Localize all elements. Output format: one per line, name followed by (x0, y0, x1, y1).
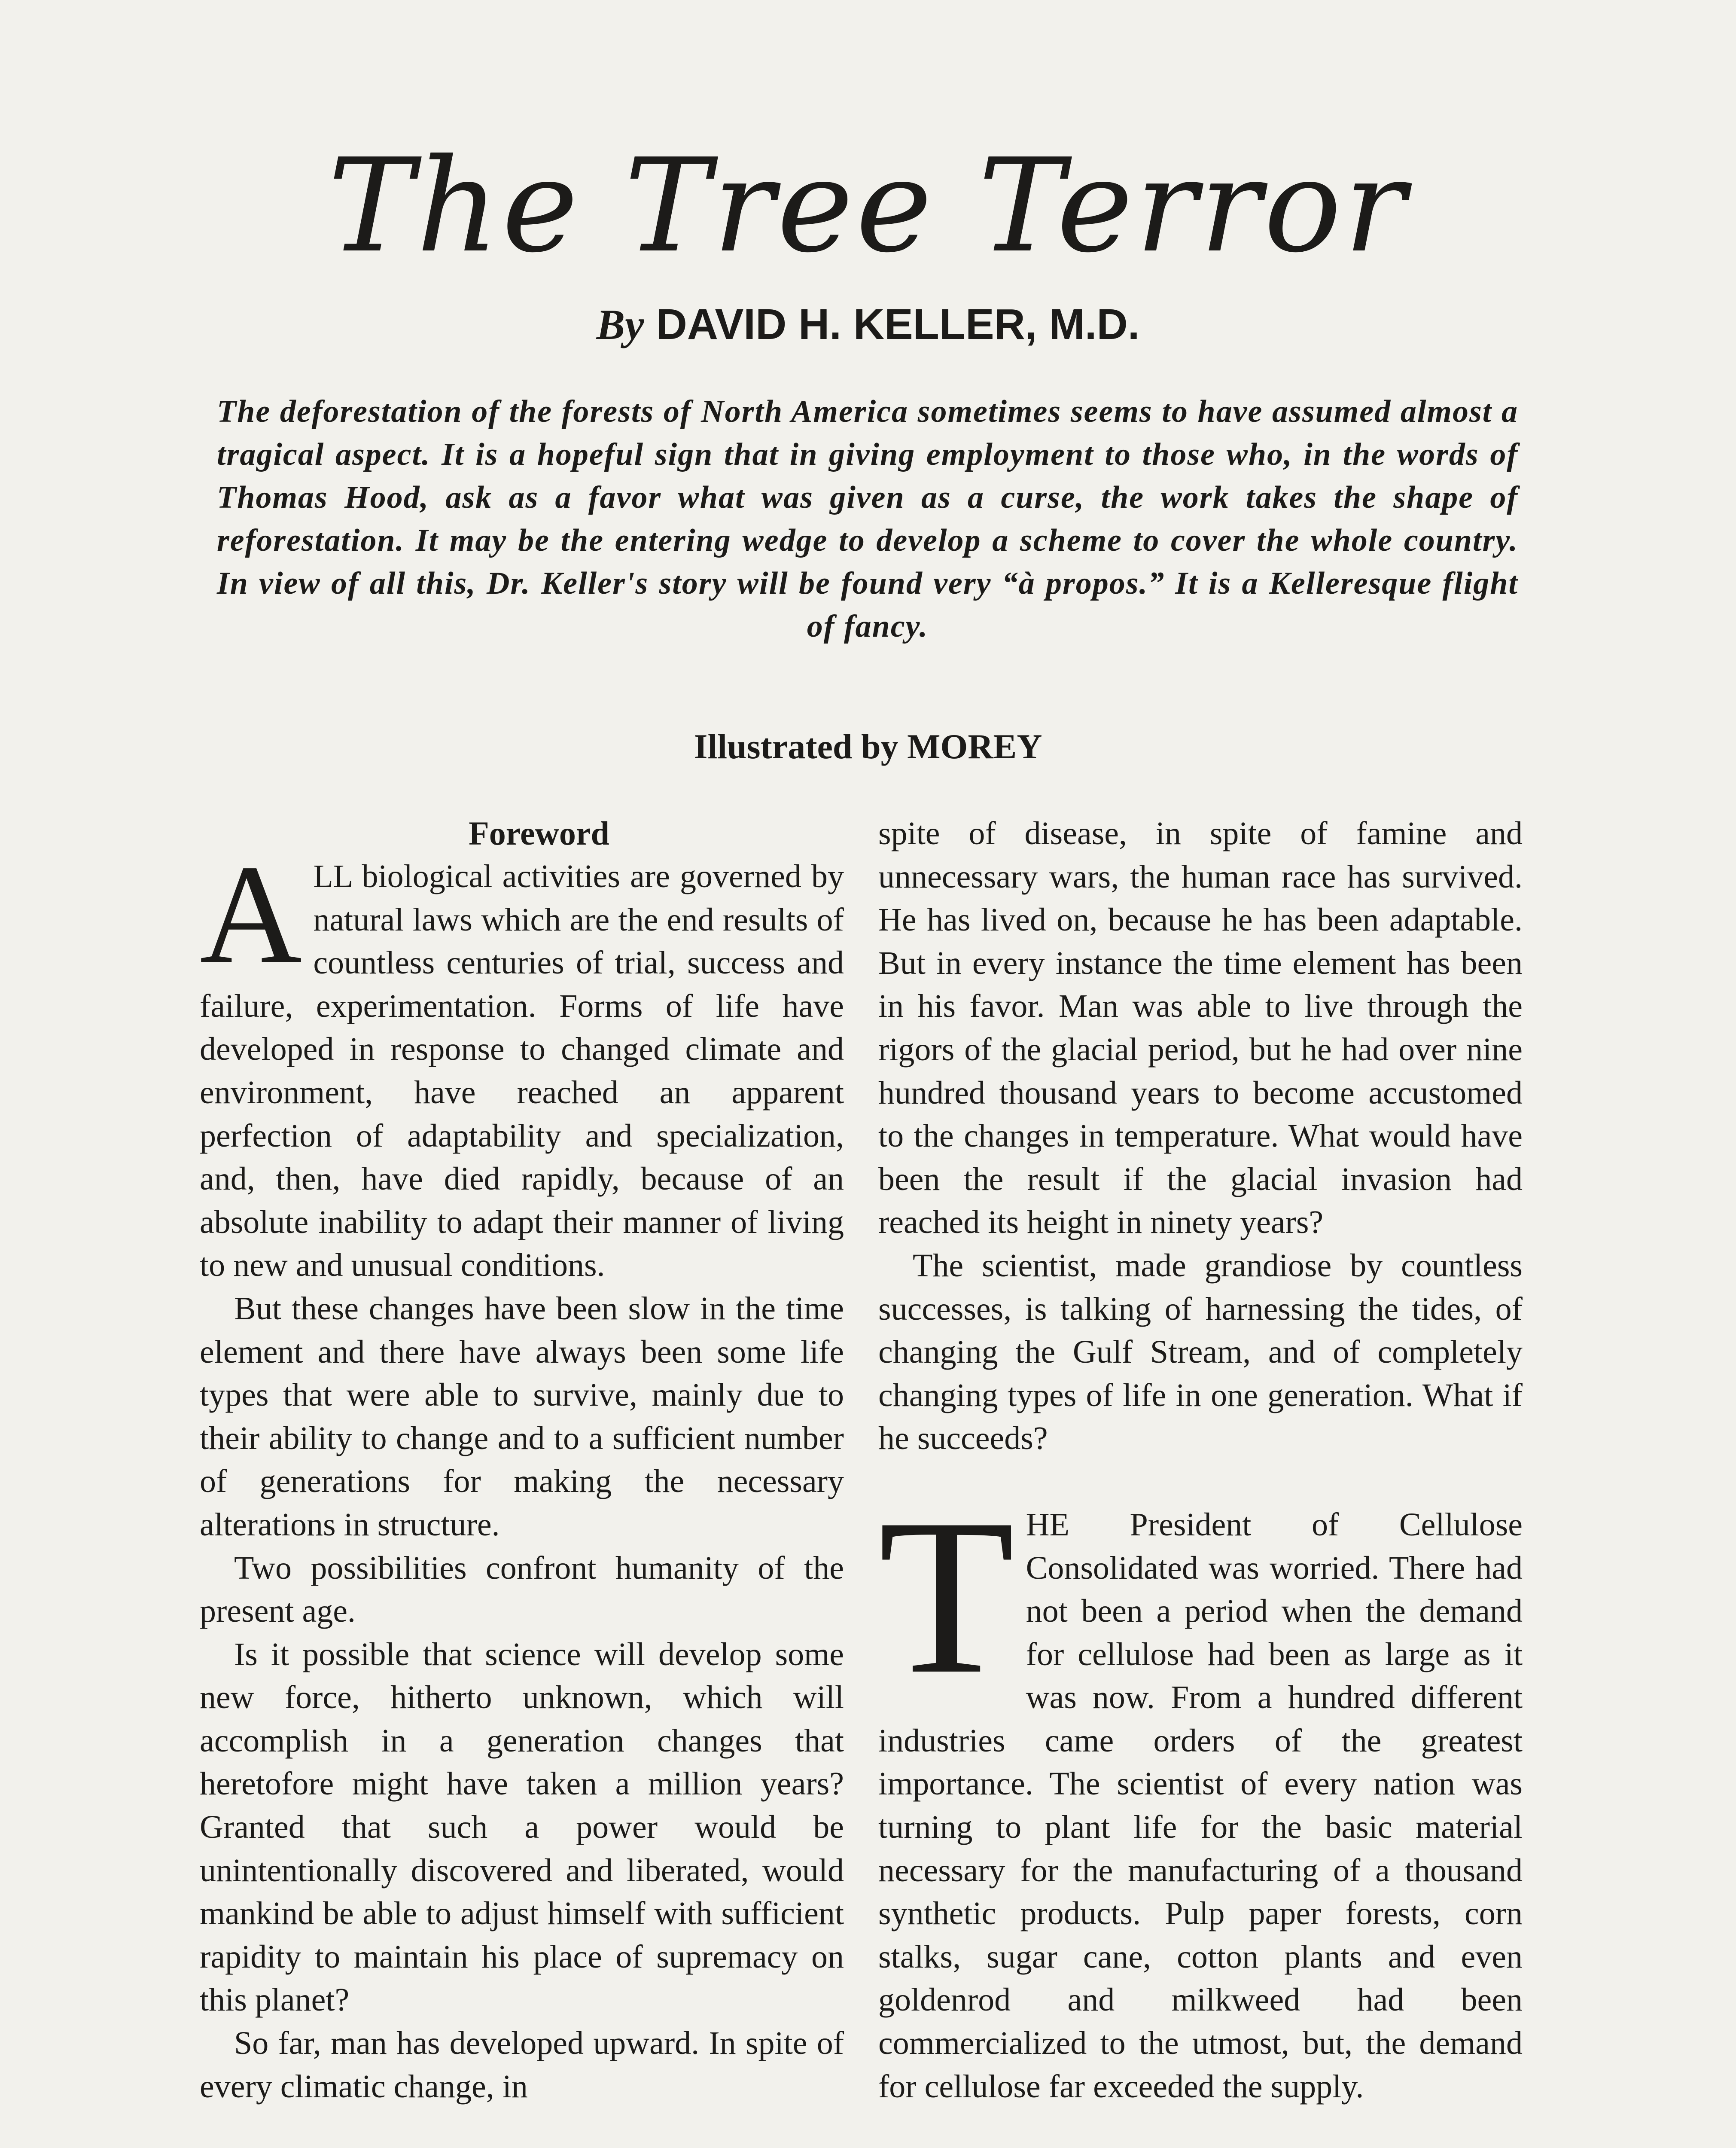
byline (0, 299, 1736, 351)
story-paragraph-1-text: HE President of Cellulose Consolidated was worried. There had not been a period when the demand for cellulose had been as large as it was now. From a hundred different industries came orders of the greatest importance. The scientist of every nation was turning to plant life for the basic material necessary for the manufacturing of a thousand synthetic products. Pulp paper forests, corn stalks, sugar cane, cotton plants and even goldenrod and milkweed had been commercialized to the utmost, but, the demand for cellulose far exceeded the supply. (878, 1506, 1523, 2105)
foreword-paragraph-6: spite of disease, in spite of famine and unnecessary wars, the human race has survived. He has lived on, because he has been adaptable. But in every instance the time element has been in his favor. Man was able to live through the rigors of the glacial period, but he had over nine hundred thousand years to become accustomed to the changes in temperature. What would have been the result if the glacial invasion had reached its height in ninety years? (878, 815, 1523, 1241)
right-column (878, 812, 1523, 2108)
foreword-heading: Foreword (469, 815, 609, 852)
byline-prefix: By (596, 301, 644, 348)
story-title: The Tree Terror (328, 131, 1408, 281)
foreword-paragraph-3: Two possibilities confront humanity of the present age. (200, 1550, 844, 1629)
byline-author: DAVID H. KELLER, M.D. (656, 300, 1140, 348)
left-column (200, 812, 844, 2108)
illustrator-credit: Illustrated by MOREY (694, 727, 1042, 766)
foreword-paragraph-4: Is it possible that science will develop some new force, hitherto unknown, which will accomplish in a generation changes that heretofore might have taken a million years? Granted that such a power would be unintentionally discovered and liberated, would mankind be able to adjust himself with sufficient rapidity to maintain his place of supremacy on this planet? (200, 1636, 844, 2018)
foreword-paragraph-7: The scientist, made grandiose by countless successes, is talking of harnessing the tides, of changing the Gulf Stream, and of completely changing types of life in one generation. What if he succeeds? (878, 1247, 1523, 1457)
drop-cap-a: A (200, 836, 302, 993)
foreword-paragraph-5: So far, man has developed upward. In spite of every climatic change, in (200, 2025, 844, 2105)
foreword-paragraph-1-text: LL biological activities are governed by natural laws which are the end results of countless centuries of trial, success and failure, experimentation. Forms of life have developed in response to changed climate and environment, have reached an apparent perfection of adaptability and specialization, and, then, have died rapidly, because of an absolute inability to adapt their manner of living to new and unusual conditions. (200, 858, 844, 1284)
editorial-intro: The deforestation of the forests of North America sometimes seems to have assumed almost a tragical aspect. It is a hopeful sign that in giving employment to those who, in the words of Thomas Hood, ask as a favor what was given as a curse, the work takes the shape of reforestation. It may be the entering wedge to develop a scheme to cover the whole country. In view of all this, Dr. Keller's story will be found very “à propos.” It is a Kelleresque flight of fancy. (217, 394, 1518, 644)
foreword-paragraph-2: But these changes have been slow in the time element and there have always been some life types that were able to survive, mainly due to their ability to change and to a sufficient number of generations for making the necessary alterations in structure. (200, 1290, 844, 1543)
foreword-paragraph-1 (200, 836, 844, 1287)
story-paragraph-1 (878, 1473, 1523, 2108)
drop-cap-t: T (878, 1473, 1015, 1720)
